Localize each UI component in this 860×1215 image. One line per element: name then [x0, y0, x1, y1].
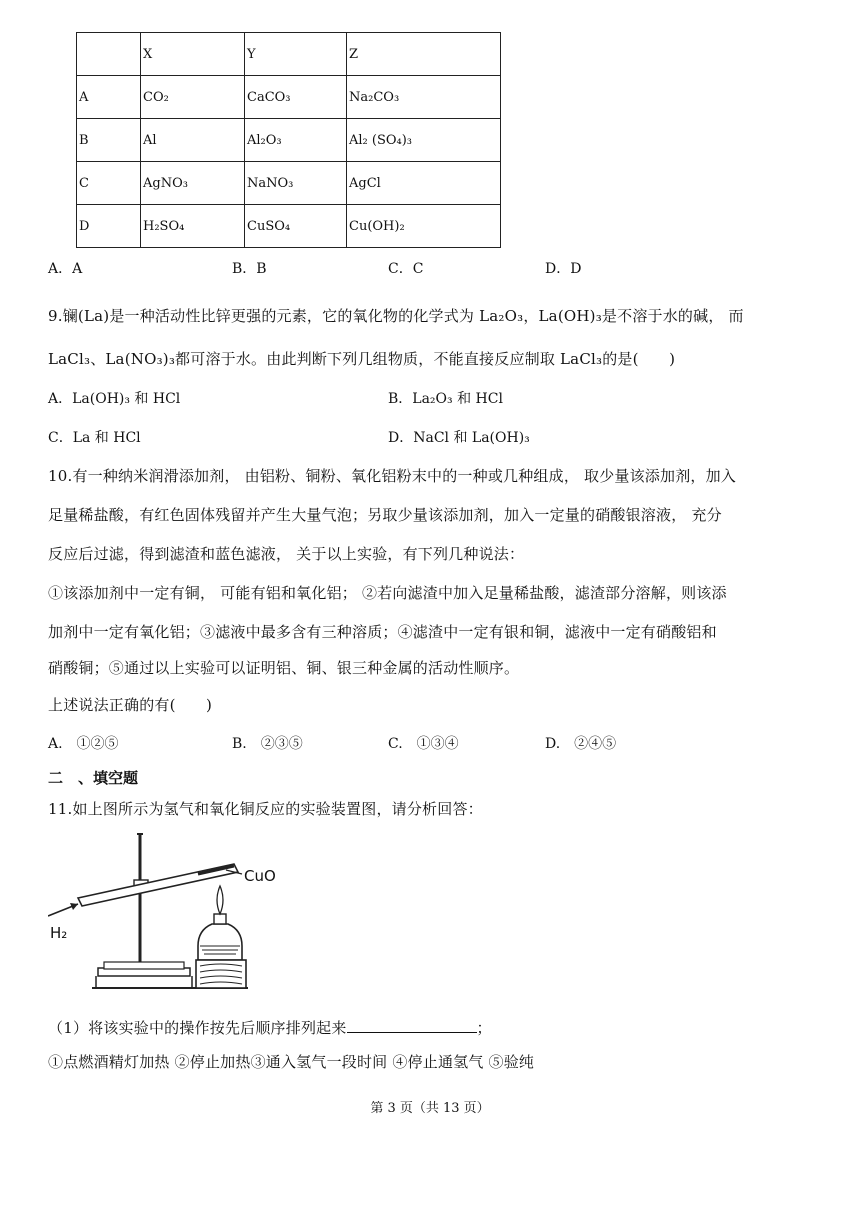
alcohol-lamp	[198, 924, 242, 960]
q8-option-b[interactable]: B．B	[232, 261, 267, 277]
hydrogen-copper-oxide-apparatus	[48, 828, 288, 998]
h2-label: H₂	[50, 924, 68, 942]
table-cell: Al₂O₃	[245, 119, 347, 162]
table-header-cell: Y	[245, 33, 347, 76]
cuo-label: CuO	[244, 867, 276, 885]
table-cell: Al	[141, 119, 245, 162]
q10-option-b[interactable]: B. ②③⑤	[232, 736, 303, 752]
q10-stem-line: 反应后过滤，得到滤渣和蓝色滤液， 关于以上实验，有下列几种说法：	[48, 545, 525, 563]
q9-option-b[interactable]: B．La₂O₃ 和 HCl	[388, 391, 503, 407]
table-cell: Na₂CO₃	[347, 76, 501, 119]
q9-option-c[interactable]: C．La 和 HCl	[48, 430, 141, 446]
table-header-row	[77, 33, 501, 76]
q10-stem-line: 加剂中一定有氧化铝；③滤液中最多含有三种溶质；④滤渣中一定有银和铜，滤液中一定有硝酸铝和	[48, 623, 717, 641]
table-cell: AgNO₃	[141, 162, 245, 205]
q10-option-d[interactable]: D. ②④⑤	[545, 736, 617, 752]
stand-base-top	[104, 962, 184, 969]
table-row	[77, 76, 501, 119]
page-footer: 第 3 页（共 13 页）	[370, 1101, 490, 1116]
q10-stem-line: 硝酸铜；⑤通过以上实验可以证明铝、铜、银三种金属的活动性顺序。	[48, 659, 520, 677]
table-header-cell	[77, 33, 141, 76]
q10-option-a[interactable]: A. ①②⑤	[48, 736, 119, 752]
table-row	[77, 162, 501, 205]
q11-intro: 11.如上图所示为氢气和氧化铜反应的实验装置图，请分析回答：	[48, 800, 483, 818]
q10-stem-line: 10.有一种纳米润滑添加剂， 由铝粉、铜粉、氧化铝粉末中的一种或几种组成， 取少量该添加剂，加入	[48, 467, 736, 485]
table-cell: CO₂	[141, 76, 245, 119]
apparatus-figure	[48, 828, 288, 998]
table-cell: D	[77, 205, 141, 248]
table-header-cell: X	[141, 33, 245, 76]
table-cell: Al₂ (SO₄)₃	[347, 119, 501, 162]
table-cell: NaNO₃	[245, 162, 347, 205]
table-cell: Cu(OH)₂	[347, 205, 501, 248]
table-cell: C	[77, 162, 141, 205]
q9-option-d[interactable]: D．NaCl 和 La(OH)₃	[388, 430, 530, 446]
table-cell: H₂SO₄	[141, 205, 245, 248]
options-table	[76, 32, 501, 248]
q10-stem-line: ①该添加剂中一定有铜， 可能有铝和氧化铝； ②若向滤渣中加入足量稀盐酸，滤渣部分溶解，则该添	[48, 584, 727, 602]
table-cell: A	[77, 76, 141, 119]
table-cell: CaCO₃	[245, 76, 347, 119]
q11-subquestion-1	[48, 1018, 492, 1038]
q10-prompt: 上述说法正确的有( )	[48, 696, 213, 714]
q8-option-a[interactable]: A．A	[48, 261, 83, 277]
q11-steps: ①点燃酒精灯加热 ②停止加热③通入氢气一段时间 ④停止通氢气 ⑤验纯	[48, 1053, 535, 1071]
table-header-cell: Z	[347, 33, 501, 76]
table-cell: B	[77, 119, 141, 162]
q10-stem-line: 足量稀盐酸，有红色固体残留并产生大量气泡；另取少量该添加剂，加入一定量的硝酸银溶液， 充分	[48, 506, 722, 524]
q9-stem-line1: 9.镧(La)是一种活动性比锌更强的元素，它的氧化物的化学式为 La₂O₃，La(OH)₃是不溶于水的碱， 而	[48, 307, 744, 325]
table-row	[77, 119, 501, 162]
q10-option-c[interactable]: C. ①③④	[388, 736, 459, 752]
q8-option-c[interactable]: C．C	[388, 261, 424, 277]
q8-option-d[interactable]: D．D	[545, 261, 582, 277]
table-cell: CuSO₄	[245, 205, 347, 248]
answer-blank[interactable]	[347, 1018, 477, 1033]
section-heading: 二 、填空题	[48, 769, 139, 787]
q9-option-a[interactable]: A．La(OH)₃ 和 HCl	[48, 391, 181, 407]
q11-sub1-text: （1）将该实验中的操作按先后顺序排列起来	[48, 1019, 347, 1037]
table-cell: AgCl	[347, 162, 501, 205]
q11-sub1-end: ；	[476, 1019, 492, 1037]
q9-stem-line2: LaCl₃、La(NO₃)₃都可溶于水。由此判断下列几组物质，不能直接反应制取 LaCl₃的是( )	[48, 350, 676, 368]
flame	[217, 886, 223, 914]
table-row	[77, 205, 501, 248]
